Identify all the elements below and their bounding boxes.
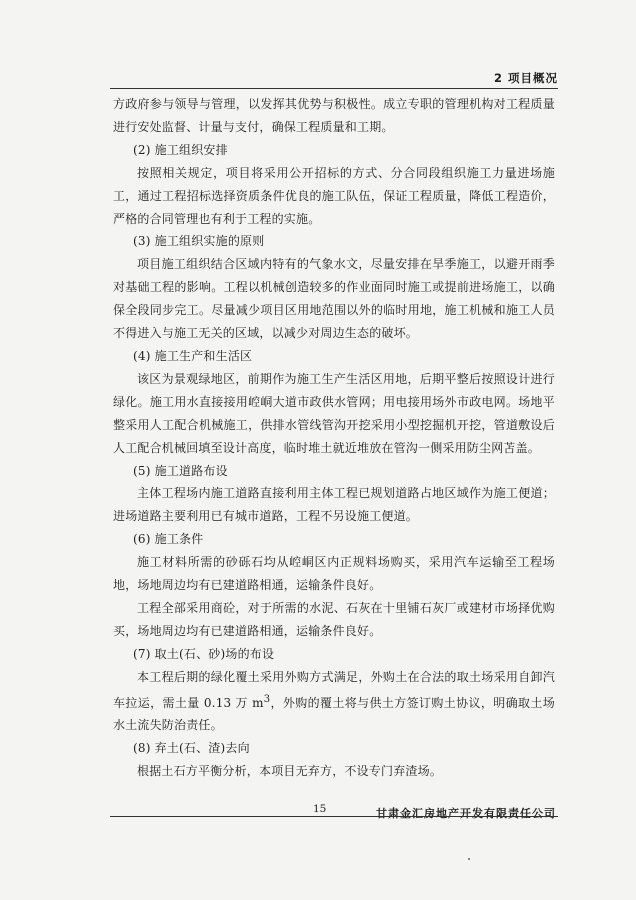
paragraph: 项目施工组织结合区域内特有的气象水文，尽量安排在旱季施工，以避开雨季对基础工程的影响。工程以机械创造较多的作业面同时施工或提前进场施工，以确保全段同步完工。尽量减少项目区用地范围以外的临时用地，施工机械和施工人员不得进入与施工无关的区域，以减少对周边生态的破坏。 xyxy=(113,257,555,341)
subsection-heading: (8) 弃土(石、渣)去向 xyxy=(133,741,250,756)
paragraph: 施工材料所需的砂砾石均从崆峒区内正规料场购买，采用汽车运输至工程场地，场地周边均有已建道路相通，运输条件良好。 xyxy=(113,555,555,593)
paragraph: 工程全部采用商砼，对于所需的水泥、石灰在十里铺石灰厂或建材市场择优购买，场地周边均有已建道路相通，运输条件良好。 xyxy=(113,600,555,638)
paragraph: 主体工程场内施工道路直接利用主体工程已规划道路占地区域作为施工便道；进场道路主要利用已有城市道路，工程不另设施工便道。 xyxy=(113,486,555,524)
page-number: 15 xyxy=(313,803,327,815)
paragraph-text: ，外购的覆土将与供土方签订购土协议，明确取土场水土流失防治责任。 xyxy=(113,695,555,733)
scan-speck xyxy=(468,858,470,860)
paragraph: 根据土石方平衡分析，本项目无弃方，不设专门弃渣场。 xyxy=(137,764,443,779)
footer-rule xyxy=(110,816,558,817)
subsection-heading: (5) 施工道路布设 xyxy=(133,463,228,478)
subsection-heading: (7) 取土(石、砂)场的布设 xyxy=(133,646,275,661)
subsection-heading: (2) 施工组织安排 xyxy=(133,142,228,157)
company-name: 甘肃金汇房地产开发有限责任公司 xyxy=(376,807,556,820)
paragraph xyxy=(113,666,555,738)
paragraph: 方政府参与领导与管理，以发挥其优势与积极性。成立专职的管理机构对工程质量进行安处监督、计量与支付，确保工程质量和工期。 xyxy=(113,97,555,134)
page-body xyxy=(113,93,555,783)
subsection-heading: (3) 施工组织实施的原则 xyxy=(133,234,265,249)
subsection-heading: (4) 施工生产和生活区 xyxy=(133,348,253,363)
paragraph: 按照相关规定，项目将采用公开招标的方式、分合同段组织施工力量进场施工，通过工程招标选择资质条件优良的施工队伍，保证工程质量，降低工程造价，严格的合同管理也有利于工程的实施。 xyxy=(113,165,555,226)
subsection-heading: (6) 施工条件 xyxy=(133,532,204,547)
superscript: 3 xyxy=(263,693,271,705)
paragraph: 该区为景观绿地区，前期作为施工生产生活区用地，后期平整后按照设计进行绿化。施工用水直接接用崆峒大道市政供水管网；用电接用场外市政电网。场地平整采用人工配合机械施工，供排水管线管沟开挖采用小型挖掘机开挖，管道敷设后人工配合机械回填至设计高度，临时堆土就近堆放在管沟一侧采用防尘网苫盖。 xyxy=(113,371,555,455)
section-title: 2 项目概况 xyxy=(493,71,558,85)
header-rule xyxy=(110,88,558,89)
paragraph-text: 本工程后期的绿化覆土采用外购方式满足，外购土在合法的取土场采用自卸汽车拉运，需土量 0.13 万 m xyxy=(113,669,555,710)
